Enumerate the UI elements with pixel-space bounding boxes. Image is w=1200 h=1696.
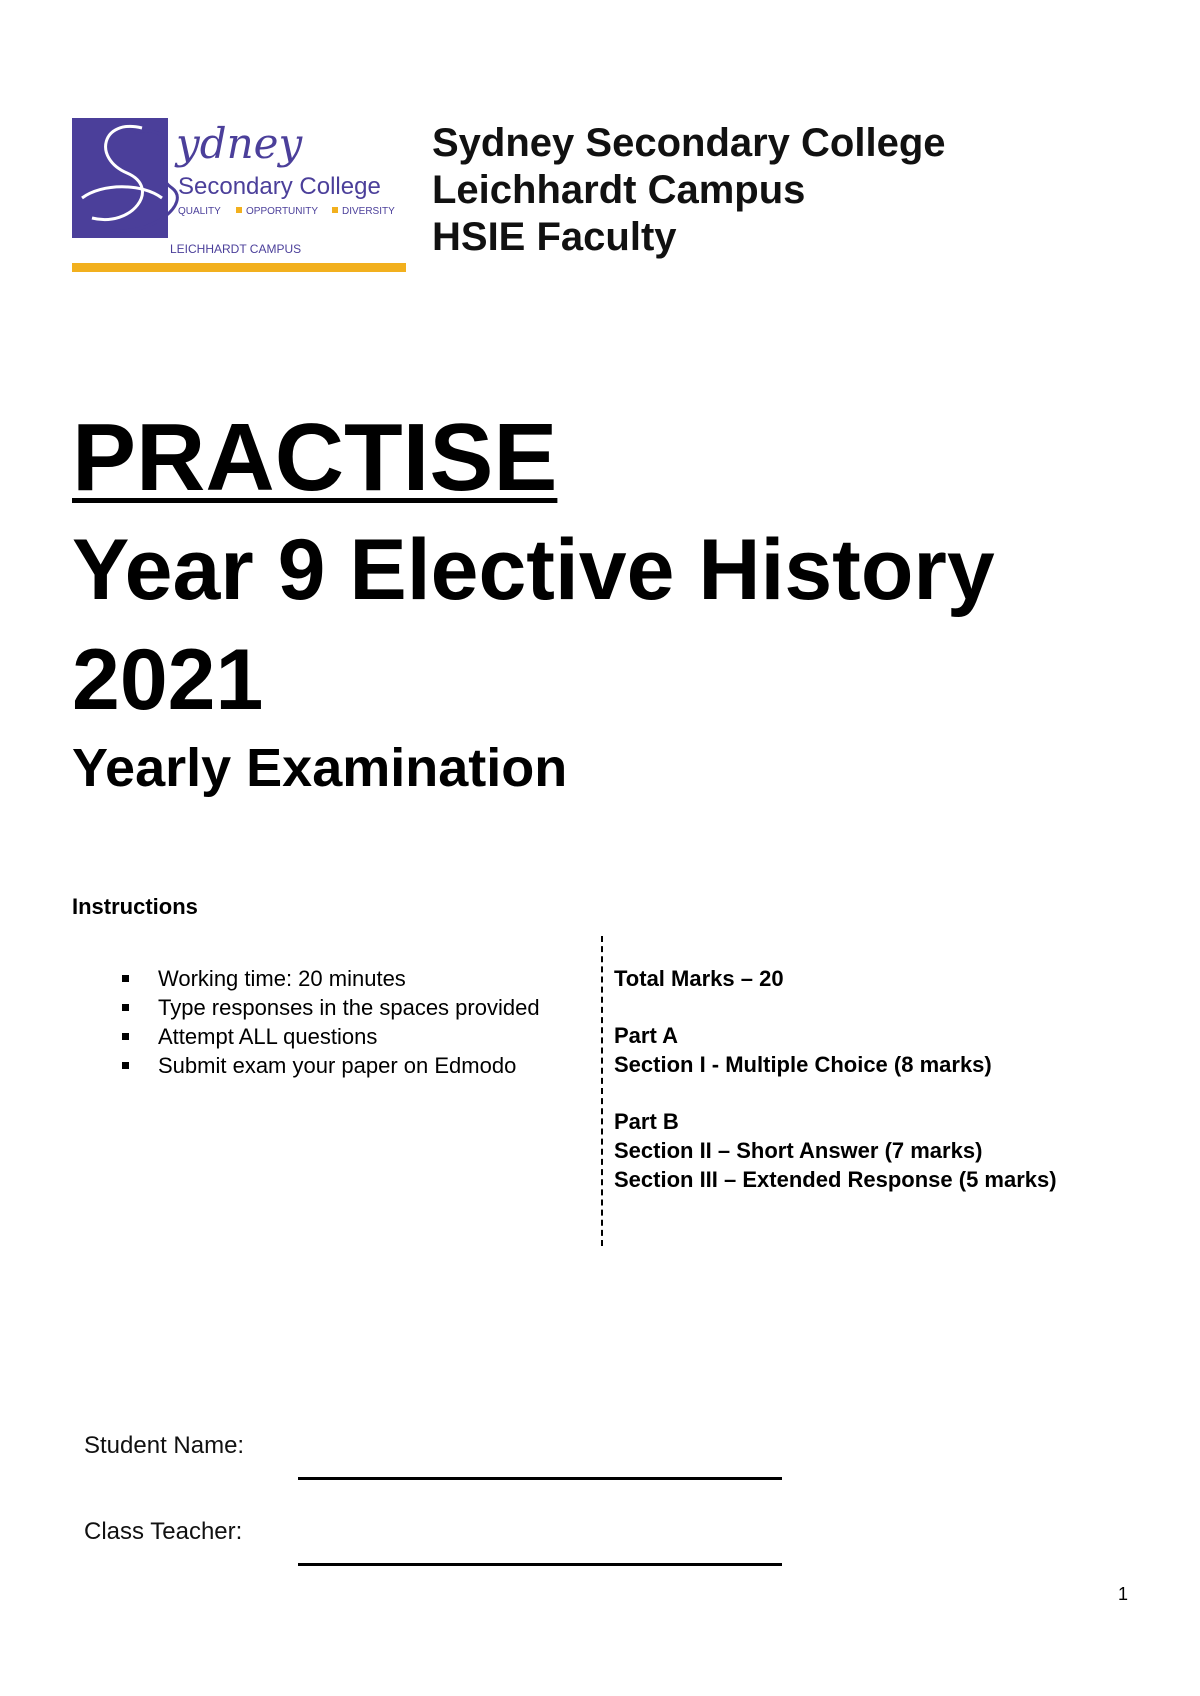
practise-title: PRACTISE bbox=[72, 404, 558, 511]
campus-name: Leichhardt Campus bbox=[432, 168, 806, 212]
subject-title: Year 9 Elective History bbox=[72, 522, 995, 618]
page-number: 1 bbox=[1118, 1584, 1129, 1604]
part-a-heading: Part A bbox=[614, 1023, 678, 1048]
logo-subtitle: Secondary College bbox=[178, 173, 381, 200]
section-3: Section III – Extended Response (5 marks) bbox=[614, 1167, 1057, 1192]
faculty-name: HSIE Faculty bbox=[432, 215, 677, 259]
student-name-label: Student Name: bbox=[84, 1432, 245, 1459]
instruction-item: Submit exam your paper on Edmodo bbox=[120, 1051, 540, 1080]
part-b-heading: Part B bbox=[614, 1109, 679, 1134]
instruction-item: Type responses in the spaces provided bbox=[120, 993, 540, 1022]
class-teacher-label: Class Teacher: bbox=[84, 1518, 243, 1545]
logo-value-3: DIVERSITY bbox=[342, 206, 395, 217]
total-marks: Total Marks – 20 bbox=[614, 966, 784, 991]
logo-campus: LEICHHARDT CAMPUS bbox=[170, 242, 302, 256]
school-name: Sydney Secondary College bbox=[432, 121, 946, 165]
column-divider bbox=[601, 936, 603, 1246]
student-name-line[interactable] bbox=[298, 1477, 782, 1480]
logo-wordmark: ydney bbox=[176, 119, 303, 168]
instruction-item: Attempt ALL questions bbox=[120, 1022, 540, 1051]
logo-value-1: QUALITY bbox=[178, 206, 221, 217]
logo-value-2: OPPORTUNITY bbox=[246, 206, 319, 217]
instructions-list bbox=[120, 964, 540, 1080]
school-logo bbox=[72, 118, 406, 274]
section-1: Section I - Multiple Choice (8 marks) bbox=[614, 1052, 992, 1077]
exam-title: Yearly Examination bbox=[72, 738, 568, 798]
instructions-heading: Instructions bbox=[72, 894, 198, 919]
header-titles bbox=[432, 120, 946, 261]
marks-breakdown bbox=[614, 964, 1057, 1194]
year-title: 2021 bbox=[72, 632, 264, 728]
instruction-item: Working time: 20 minutes bbox=[120, 964, 540, 993]
class-teacher-line[interactable] bbox=[298, 1563, 782, 1566]
section-2: Section II – Short Answer (7 marks) bbox=[614, 1138, 983, 1163]
